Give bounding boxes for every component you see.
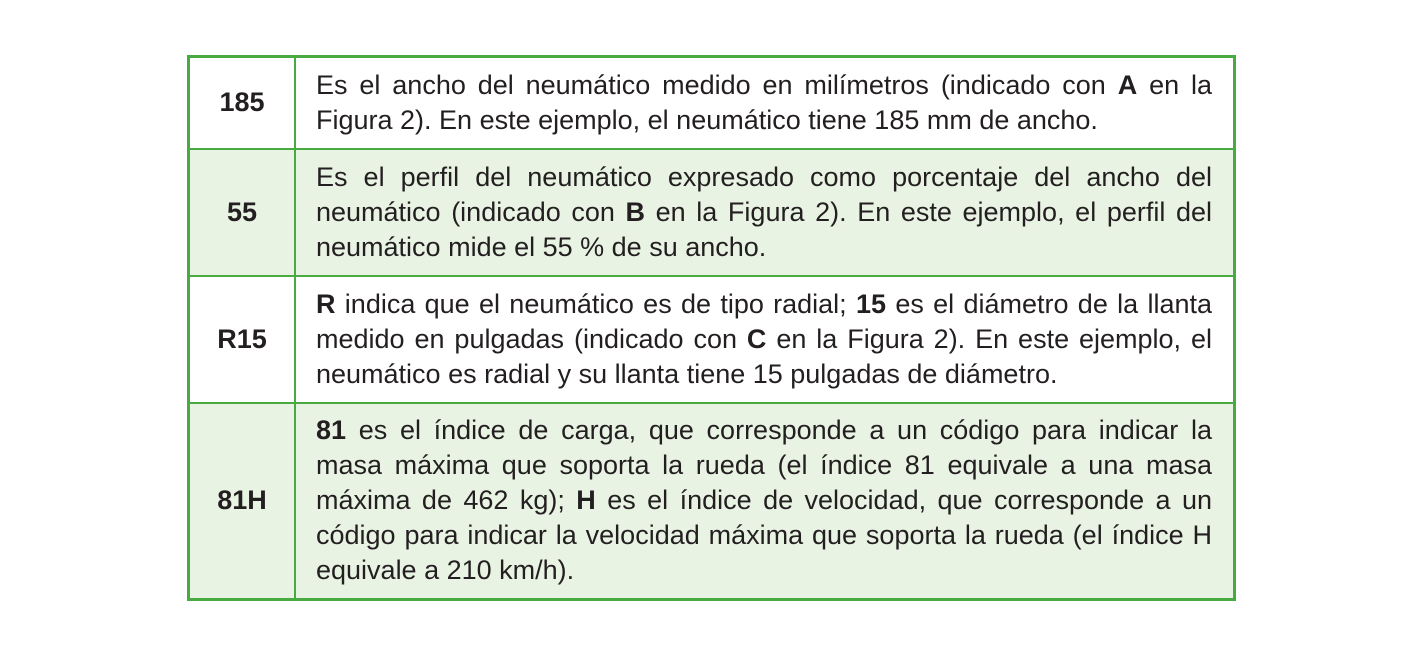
description-text: Es el ancho del neumático medido en milímetros (indicado con: [316, 69, 1118, 100]
description-emphasis: 15: [855, 288, 887, 319]
description-emphasis: A: [1117, 69, 1138, 100]
tire-code-cell: R15: [189, 276, 296, 403]
description-cell: [295, 403, 1235, 600]
table-row: [189, 149, 1235, 276]
table-row: [189, 276, 1235, 403]
description-text: es el índice de velocidad, que corresponde a un código para indicar la velocidad máxima que soporta la rueda (el índice H equivale a 210 km/h).: [316, 485, 1212, 586]
description-cell: [295, 57, 1235, 149]
tire-code-table: [187, 55, 1236, 601]
description-text: Es el perfil del neumático expresado como porcentaje del ancho del neumático (indicado con: [316, 161, 1212, 227]
description-emphasis: 81: [316, 415, 347, 446]
description-cell: [295, 276, 1235, 403]
table-row: [189, 403, 1235, 600]
description-text: indica que el neumático es de tipo radial;: [335, 288, 856, 319]
description-cell: [295, 149, 1235, 276]
description-text: en la Figura 2). En este ejemplo, el neumático tiene 185 mm de ancho.: [316, 69, 1212, 135]
description-emphasis: H: [576, 485, 596, 516]
description-text: en la Figura 2). En este ejemplo, el neumático es radial y su llanta tiene 15 pulgadas de diámetro.: [316, 323, 1212, 389]
description-text: en la Figura 2). En este ejemplo, el perfil del neumático mide el 55 % de su ancho.: [316, 196, 1212, 262]
description-emphasis: B: [625, 196, 646, 227]
table-row: [189, 57, 1235, 149]
description-text: es el índice de carga, que corresponde a un código para indicar la masa máxima que soporta la rueda (el índice 81 equivale a una masa máxima de 462 kg);: [316, 415, 1212, 516]
tire-code-cell: 55: [189, 149, 296, 276]
description-text: es el diámetro de la llanta medido en pulgadas (indicado con: [316, 288, 1212, 354]
tire-code-cell: 81H: [189, 403, 296, 600]
tire-code-cell: 185: [189, 57, 296, 149]
description-emphasis: R: [316, 288, 336, 319]
description-emphasis: C: [746, 323, 767, 354]
